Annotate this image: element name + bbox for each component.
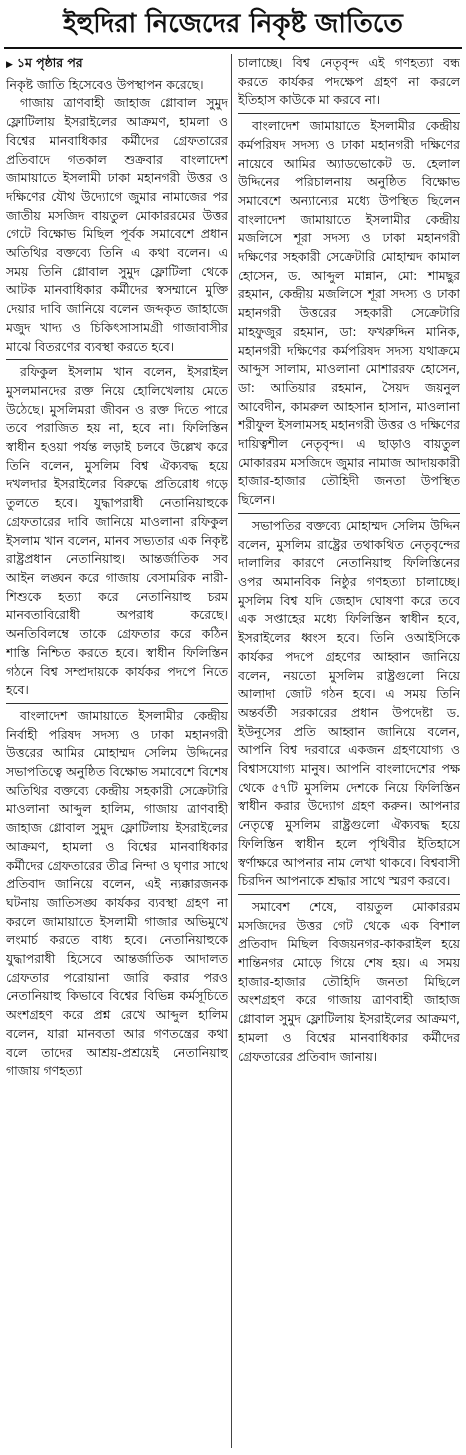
- paragraph: সমাবেশ শেষে, বায়তুল মোকাররম মসজিদের উত্তর গেট থেকে এক বিশাল প্রতিবাদ মিছিল বিজয়নগর-কাকরাইল হয়ে শান্তিনগর মোড়ে গিয়ে শেষ হয়। এ সময় হাজার-হাজার তৌহিদি জনতা মিছিলে অংশগ্রহণ করে গাজায় ত্রাণবাহী জাহাজ গ্লোবাল সুমুদ ফ্লোটিলায় ইসরাইলের আক্রমণ, হামলা ও বিশ্বের মানবাধিকার কর্মীদের গ্রেফতারের প্রতিবাদ জানায়।: [238, 894, 460, 1066]
- continuation-kicker: [6, 54, 228, 75]
- left-column: [6, 54, 228, 1450]
- paragraph: বাংলাদেশ জামায়াতে ইসলামীর কেন্দ্রীয় কর্মপরিষদ সদস্য ও ঢাকা মহানগরী দক্ষিণের নায়েবে আমির অ্যাডভোকেট ড. হেলাল উদ্দিনের পরিচালনায় অনুষ্ঠিত বিক্ষোভ সমাবেশে অন্যান্যের মধ্যে উপস্থিত ছিলেন বাংলাদেশ জামায়াতে ইসলামীর কেন্দ্রীয় মজলিসে শূরা সদস্য ও ঢাকা মহানগরী দক্ষিণের সহকারী সেক্রেটারি মোহাম্মদ কামাল হোসেন, ড. আব্দুল মান্নান, মো: শামছুর রহমান, কেন্দ্রীয় মজলিসে শূরা সদস্য ও ঢাকা মহানগরী উত্তরের সহকারী সেক্রেটারি মাহফুজুর রহমান, ডা: ফখরুদ্দিন মানিক, মহানগরী দক্ষিণের কর্মপরিষদ সদস্য যথাক্রমে আব্দুস সালাম, মাওলানা মোশাররফ হোসেন, ডা: আতিয়ার রহমান, সৈয়দ জয়নুল আবেদীন, কামরুল আহসান হাসান, মাওলানা শরীফুল ইসলামসহ মহানগরী উত্তর ও দক্ষিণের দায়িত্বশীল নেতৃবৃন্দ। এ ছাড়াও বায়তুল মোকাররম মসজিদে জুমার নামাজ আদায়কারী হাজার-হাজার তৌহিদী জনতা উপস্থিত ছিলেন।: [238, 113, 460, 510]
- paragraph: সভাপতির বক্তব্যে মোহাম্মদ সেলিম উদ্দিন বলেন, মুসলিম রাষ্ট্রের তথাকথিত নেতৃবৃন্দের দালালির কারণে নেতানিয়াহু ফিলিস্তিনের ওপর অমানবিক নিষ্ঠুর গণহত্যা চালাচ্ছে। মুসলিম বিশ্ব যদি জেহাদ ঘোষণা করে তবে এক সপ্তাহের মধ্যে ফিলিস্তিন স্বাধীন হবে, ইসরাইলের ধ্বংস হবে। তিনি ওআইসিকে কার্যকর পদপে গ্রহণের আহ্বান জানিয়ে বলেন, নয়তো মুসলিম রাষ্ট্রগুলো নিয়ে আলাদা জোট গঠন হবে। এ সময় তিনি অন্তর্বর্তী সরকারের প্রধান উপদেষ্টা ড. ইউনূসের প্রতি আহ্বান জানিয়ে বলেন, আপনি বিশ্ব দরবারে একজন গ্রহণযোগ্য ও বিশ্বাসযোগ্য মানুষ। আপনি বাংলাদেশের পক্ষ থেকে ৫৭টি মুসলিম দেশকে নিয়ে ফিলিস্তিন স্বাধীন করার উদ্যোগ গ্রহণ করুন। আপনার নেতৃত্বে মুসলিম রাষ্ট্রগুলো ঐক্যবদ্ধ হয়ে ফিলিস্তিন স্বাধীন হলে পৃথিবীর ইতিহাসে স্বর্ণাক্ষরে আপনার নাম লেখা থাকবে। বিশ্ববাসী চিরদিন আপনাকে শ্রদ্ধার সাথে স্মরণ করবে।: [238, 513, 460, 891]
- paragraph: বাংলাদেশ জামায়াতে ইসলামীর কেন্দ্রীয় নির্বাহী পরিষদ সদস্য ও ঢাকা মহানগরী উত্তরের আমির মোহাম্মদ সেলিম উদ্দিনের সভাপতিত্বে অনুষ্ঠিত বিক্ষোভ সমাবেশে বিশেষ অতিথির বক্তব্যে কেন্দ্রীয় সহকারী সেক্রেটারি মাওলানা আব্দুল হালিম, গাজায় ত্রাণবাহী জাহাজ গ্লোবাল সুমুদ ফ্লোটিলায় ইসরাইলের আক্রমণ, হামলা ও বিশ্বের মানবাধিকার কর্মীদের গ্রেফতারের তীব্র নিন্দা ও ঘৃণার সাথে প্রতিবাদ জানিয়ে বলেন, এই ন্যক্কারজনক ঘটনায় জাতিসঙ্ঘ কার্যকর ব্যবস্থা গ্রহণ না করলে জামায়াতে ইসলামী গাজার অভিমুখে লংমার্চ করতে বাধ্য হবে। নেতানিয়াহুকে যুদ্ধাপরাধী হিসেবে আন্তর্জাতিক আদালত গ্রেফতার পরোয়ানা জারি করার পরও নেতানিয়াহু কিভাবে বিশ্বের বিভিন্ন কর্মসূচিতে অংশগ্রহণ করে প্রশ্ন রেখে আব্দুল হালিম বলেন, যারা মানবতা আর গণতন্ত্রের কথা বলে তাদের আশ্রয়-প্রশ্রয়েই নেতানিয়াহু গাজায় গণহত্যা: [6, 703, 228, 1081]
- right-column: [238, 54, 460, 1450]
- headline: ইহুদিরা নিজেদের নিকৃষ্ট জাতিতে: [63, 9, 403, 39]
- paragraph: রফিকুল ইসলাম খান বলেন, ইসরাইল মুসলমানদের রক্ত নিয়ে হোলিখেলায় মেতে উঠেছে। মুসলিমরা জীবন ও রক্ত দিতে পারে তবে পরাজিত হয় না, হবে না। ফিলিস্তিন স্বাধীন হওয়া পর্যন্ত লড়াই চলবে উল্লেখ করে তিনি বলেন, মুসলিম বিশ্ব ঐক্যবদ্ধ হয়ে দখলদার ইসরাইলের বিরুদ্ধে প্রতিরোধ গড়ে তুলতে হবে। যুদ্ধাপরাধী নেতানিয়াহুকে গ্রেফতারের দাবি জানিয়ে মাওলানা রফিকুল ইসলাম খান বলেন, মানব সভ্যতার এক নিকৃষ্ট রাষ্ট্রপ্রধান নেতানিয়াহু। আন্তর্জাতিক সব আইন লঙ্ঘন করে গাজায় বেসামরিক নারী-শিশুকে হত্যা করে নেতানিয়াহু চরম মানবতাবিরোধী অপরাধ করেছে। অনতিবিলম্বে তাকে গ্রেফতার করে কঠিন শাস্তি নিশ্চিত করতে হবে। স্বাধীন ফিলিস্তিন গঠনে বিশ্ব সম্প্রদায়কে কার্যকর পদপে নিতে হবে।: [6, 359, 228, 700]
- kicker-text: ১ম পৃষ্ঠার পর: [16, 55, 83, 70]
- headline-rule: [4, 47, 462, 49]
- paragraph: গাজায় ত্রাণবাহী জাহাজ গ্লোবাল সুমুদ ফ্লোটিলায় ইসরাইলের আক্রমণ, হামলা ও বিশ্বের মানবাধিকার কর্মীদের গ্রেফতারের প্রতিবাদে গতকাল শুক্রবার বাংলাদেশ জামায়াতে ইসলামী ঢাকা মহানগরী উত্তর ও দক্ষিণের যৌথ উদ্যোগে জুমার নামাজের পর জাতীয় মসজিদ বায়তুল মোকাররমের উত্তর গেটে বিক্ষোভ মিছিল পূর্বক সমাবেশে প্রধান অতিথির বক্তব্যে তিনি এ কথা বলেন। এ সময় তিনি গ্লোবাল সুমুদ ফ্লোটিলা থেকে আটক মানবাধিকার কর্মীদের স্বসম্মানে মুক্তি দেয়ার দাবি জানিয়ে বলেন জব্দকৃত জাহাজে মজুদ খাদ্য ও চিকিৎসাসামগ্রী গাজাবাসীর মাঝে বিতরণের ব্যবস্থা করতে হবে।: [6, 95, 228, 354]
- paragraph: নিকৃষ্ট জাতি হিসেবেও উপস্থাপন করেছে।: [6, 76, 204, 92]
- column-divider: [231, 54, 232, 1448]
- triangle-icon: ▶: [6, 60, 13, 70]
- paragraph: চালাচ্ছে। বিশ্ব নেতৃবৃন্দ এই গণহত্যা বন্ধ করতে কার্যকর পদক্ষেপ গ্রহণ না করলে ইতিহাস কাউকে মা করবে না।: [238, 55, 460, 108]
